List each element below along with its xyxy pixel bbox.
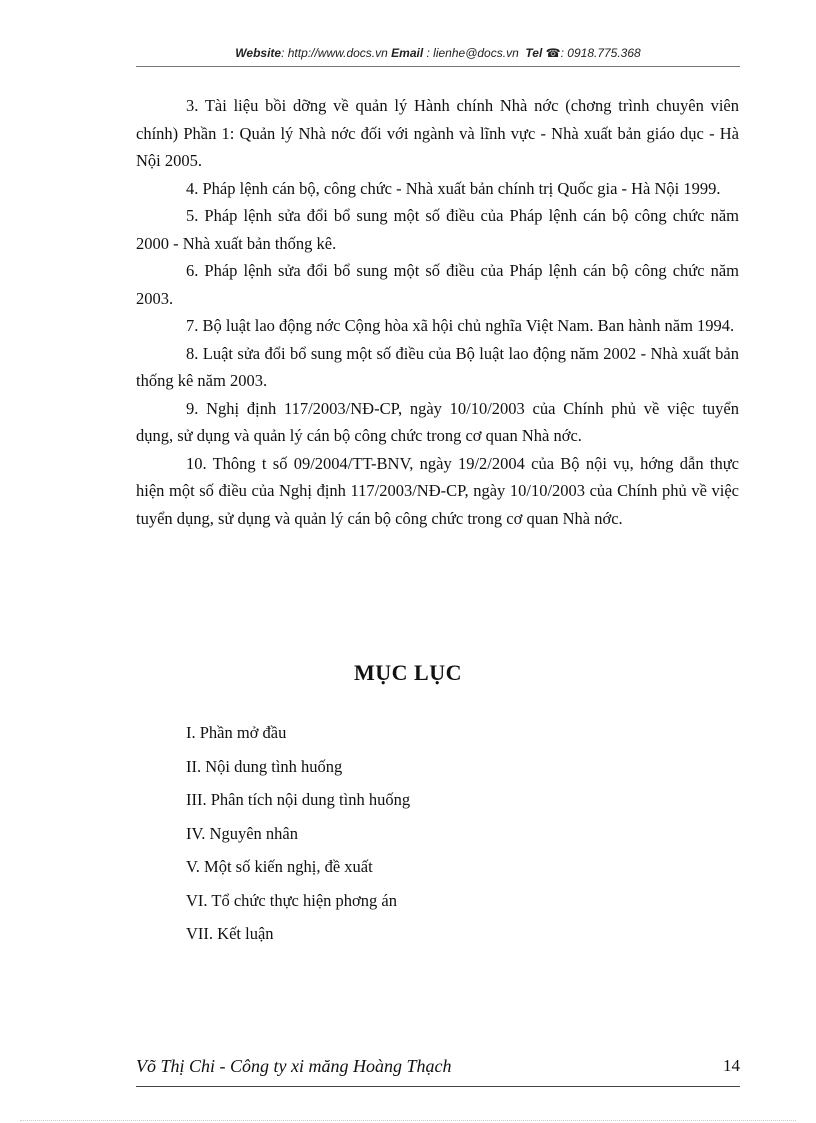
table-of-contents: [186, 720, 410, 955]
tel-label: Tel: [525, 46, 543, 60]
reference-item: 8. Luật sửa đổi bổ sung một số điều của Bộ luật lao động năm 2002 - Nhà xuất bản thống kê năm 2003.: [136, 343, 739, 390]
reference-list: [136, 92, 739, 532]
page-footer: [136, 1052, 740, 1087]
toc-item: VII. Kết luận: [186, 924, 274, 943]
page-header: [136, 46, 740, 67]
page-edge-divider: [20, 1120, 796, 1121]
tel-value: : 0918.775.368: [560, 46, 641, 60]
email-value: : lienhe@docs.vn: [423, 46, 519, 60]
toc-item: VI. Tổ chức thực hiện phơng án: [186, 890, 397, 910]
toc-item: V. Một số kiến nghị, đề xuất: [186, 857, 373, 876]
page-number: 14: [723, 1056, 740, 1075]
toc-item: IV. Nguyên nhân: [186, 823, 298, 843]
toc-title: MỤC LỤC: [354, 660, 462, 685]
email-label: Email: [391, 46, 424, 60]
reference-item: 4. Pháp lệnh cán bộ, công chức - Nhà xuất bản chính trị Quốc gia - Hà Nội 1999.: [186, 178, 721, 198]
website-value: : http://www.docs.vn: [281, 46, 388, 60]
reference-item: 3. Tài liệu bồi dỡng về quản lý Hành chính Nhà nớc (chơng trình chuyên viên chính) Phần 1: Quản lý Nhà nớc đối với ngành và lĩnh vực - Nhà xuất bản giáo dục - Hà Nội 2005.: [136, 96, 739, 170]
phone-icon: ☎: [545, 46, 561, 60]
toc-item: II. Nội dung tình huống: [186, 756, 343, 776]
reference-item: 10. Thông t số 09/2004/TT-BNV, ngày 19/2/2004 của Bộ nội vụ, hớng dẫn thực hiện một số điều của Nghị định 117/2003/NĐ-CP, ngày 10/10/2003 của Chính phủ về việc tuyển dụng, sử dụng và quản lý cán bộ công chức trong cơ quan Nhà nớc.: [136, 453, 739, 528]
footer-author: Võ Thị Chi - Công ty xi măng Hoàng Thạch: [136, 1056, 452, 1076]
reference-item: 6. Pháp lệnh sửa đổi bổ sung một số điều của Pháp lệnh cán bộ công chức năm 2003.: [136, 261, 739, 308]
toc-item: III. Phân tích nội dung tình huống: [186, 790, 411, 809]
website-label: Website: [235, 46, 282, 60]
toc-item: I. Phần mở đầu: [186, 723, 287, 742]
reference-item: 9. Nghị định 117/2003/NĐ-CP, ngày 10/10/2003 của Chính phủ về việc tuyển dụng, sử dụng và quản lý cán bộ công chức trong cơ quan Nhà nớc.: [136, 398, 739, 445]
reference-item: 5. Pháp lệnh sửa đổi bổ sung một số điều của Pháp lệnh cán bộ công chức năm 2000 - Nhà xuất bản thống kê.: [136, 206, 739, 253]
reference-item: 7. Bộ luật lao động nớc Cộng hòa xã hội chủ nghĩa Việt Nam. Ban hành năm 1994.: [186, 316, 735, 335]
